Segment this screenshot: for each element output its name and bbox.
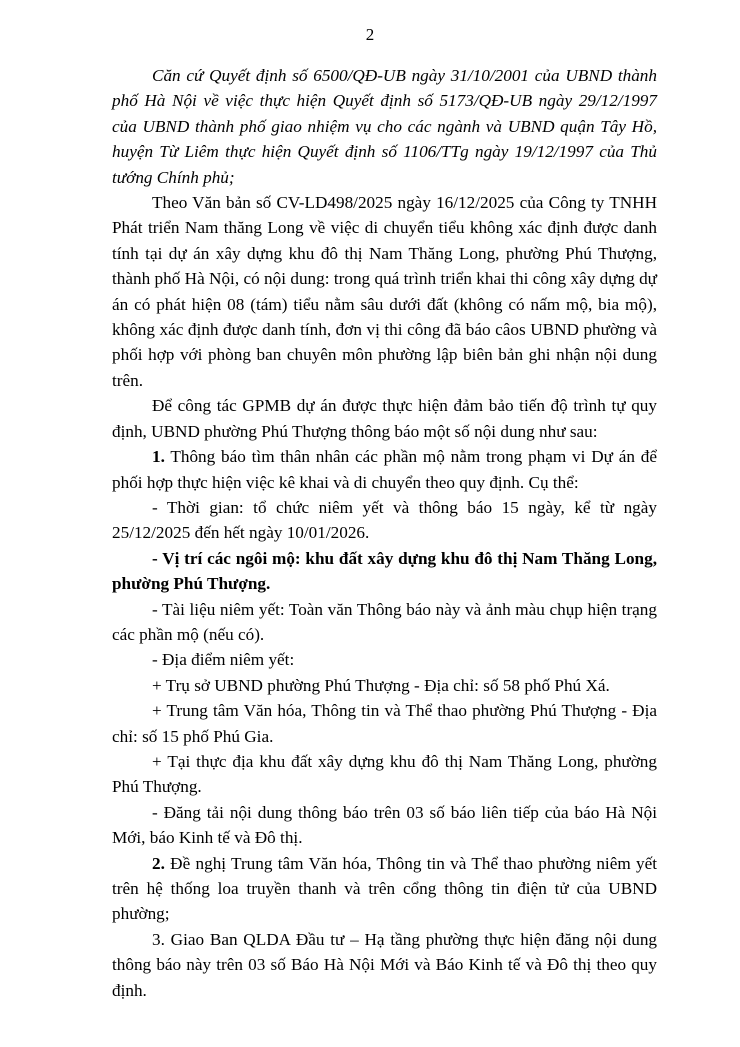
paragraph-theo-van-ban: Theo Văn bản số CV-LD498/2025 ngày 16/12/2025 của Công ty TNHH Phát triển Nam thăng Long về việc di chuyển tiểu không xác định được danh tính tại dự án xây dựng khu đô thị Nam Thăng Long, phường Phú Thượng, thành phố Hà Nội, có nội dung: trong quá trình triển khai thi công xây dựng dự án có phát hiện 08 (tám) tiểu nằm sâu dưới đất (không có nấm mộ, bia mộ), không xác định được danh tính, đơn vị thi công đã báo câos UBND phường và phối hợp với phòng ban chuyên môn phường lập biên bản ghi nhận nội dung trên. [112,193,657,390]
document-body [112,63,657,1003]
paragraph-can-cu: Căn cứ Quyết định số 6500/QĐ-UB ngày 31/10/2001 của UBND thành phố Hà Nội về việc thực hiện Quyết định số 5173/QĐ-UB ngày 29/12/1997 của UBND thành phố giao nhiệm vụ cho các ngành và UBND quận Tây Hồ, huyện Từ Liêm thực hiện Quyết định số 1106/TTg ngày 19/12/1997 của Thủ tướng Chính phủ; [112,66,657,187]
paragraph-item-3 [112,927,657,1003]
paragraph-dia-diem-niem-yet: - Địa điểm niêm yết: [152,650,295,670]
page-number: 2 [365,25,375,44]
paragraph-vi-tri-cac-ngoi-mo: - Vị trí các ngôi mộ: khu đất xây dựng khu đô thị Nam Thăng Long, phường Phú Thượng. [112,548,657,594]
paragraph-thoi-gian: - Thời gian: tổ chức niêm yết và thông báo 15 ngày, kể từ ngày 25/12/2025 đến hết ngày 10/01/2026. [112,497,657,543]
paragraph-item-2 [112,851,657,927]
item-2-text: Đề nghị Trung tâm Văn hóa, Thông tin và Thể thao phường niêm yết trên hệ thống loa truyền thanh và trên cổng thông tin điện tử của UBND phường; [112,853,657,924]
paragraph-trung-tam-van-hoa: + Trung tâm Văn hóa, Thông tin và Thể thao phường Phú Thượng - Địa chỉ: số 15 phố Phú Gia. [112,701,657,746]
item-1-number: 1. [152,447,165,467]
item-3-text: Giao Ban QLDA Đầu tư – Hạ tầng phường thực hiện đăng nội dung thông báo này trên 03 số Báo Hà Nội Mới và Báo Kinh tế và Đô thị theo quy định. [112,929,657,1000]
paragraph-de-cong-tac: Để công tác GPMB dự án được thực hiện đảm bảo tiến độ trình tự quy định, UBND phường Phú Thượng thông báo một số nội dung như sau: [112,396,657,441]
paragraph-tru-so-ubnd: + Trụ sở UBND phường Phú Thượng - Địa chỉ: số 58 phố Phú Xá. [152,675,610,695]
paragraph-dang-tai-noi-dung: - Đăng tải nội dung thông báo trên 03 số báo liên tiếp của báo Hà Nội Mới, báo Kinh tế và Đô thị. [112,802,657,848]
item-3-number: 3. [152,929,165,949]
paragraph-tai-thuc-dia: + Tại thực địa khu đất xây dựng khu đô thị Nam Thăng Long, phường Phú Thượng. [112,751,657,797]
paragraph-item-1 [112,444,657,495]
item-1-text: Thông báo tìm thân nhân các phần mộ nằm trong phạm vi Dự án để phối hợp thực hiện việc kê khai và di chuyển theo quy định. Cụ thể: [112,447,657,492]
paragraph-tai-lieu-niem-yet: - Tài liệu niêm yết: Toàn văn Thông báo này và ảnh màu chụp hiện trạng các phần mộ (nếu có). [112,599,657,644]
item-2-number: 2. [152,853,165,873]
